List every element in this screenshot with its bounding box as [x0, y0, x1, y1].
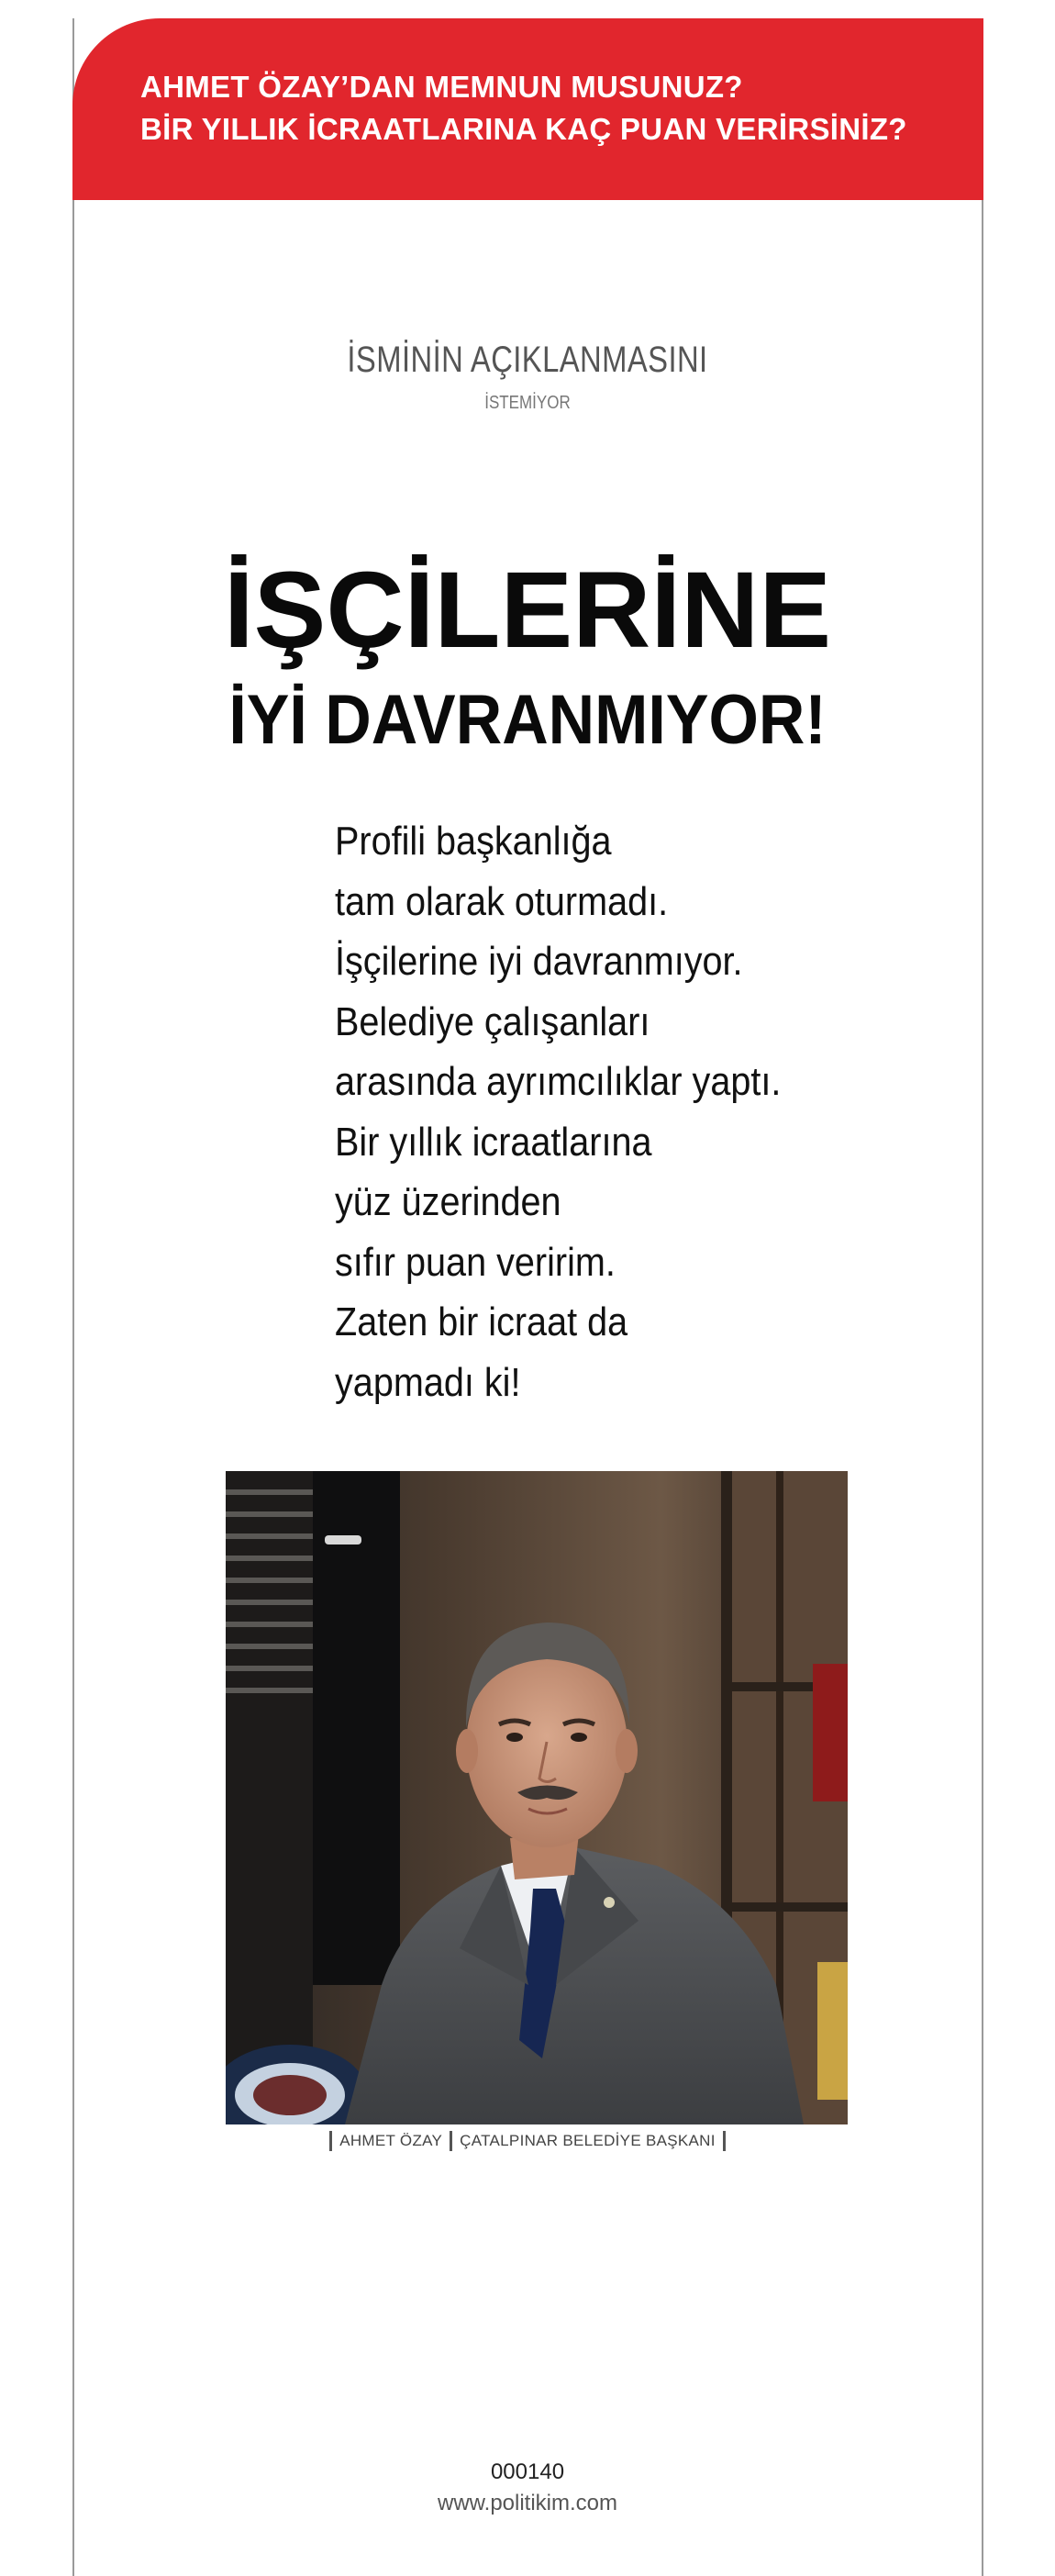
caption-divider: [450, 2131, 452, 2151]
banner-line-1: AHMET ÖZAY’DAN MEMNUN MUSUNUZ?: [140, 70, 743, 104]
caption-divider: [329, 2131, 332, 2151]
quote-line: İşçilerine iyi davranmıyor.: [335, 939, 743, 984]
mayor-photo: [226, 1471, 848, 2124]
quote-line: yüz üzerinden: [335, 1179, 561, 1224]
banner-line-2: BİR YILLIK İCRAATLARINA KAÇ PUAN VERİRSİNİZ?: [140, 112, 907, 146]
caption-name: AHMET ÖZAY: [339, 2132, 443, 2149]
caption-divider: [723, 2131, 726, 2151]
question-banner: [72, 18, 983, 200]
quote-line: Belediye çalışanları: [335, 998, 650, 1044]
caption-title: ÇATALPINAR BELEDİYE BAŞKANI: [460, 2132, 716, 2149]
respondent-name: İSMİNİN AÇIKLANMASINI: [347, 340, 708, 380]
quote-line: Zaten bir icraat da: [335, 1299, 628, 1344]
quote-text: [335, 811, 797, 1412]
quote-line: Bir yıllık icraatlarına: [335, 1119, 652, 1165]
quote-line: sıfır puan veririm.: [335, 1239, 616, 1285]
quote-line: yapmadı ki!: [335, 1359, 521, 1405]
quote-line: Profili başkanlığa: [335, 819, 612, 864]
quote-line: tam olarak oturmadı.: [335, 878, 669, 924]
respondent-note: İSTEMİYOR: [484, 393, 571, 413]
headline-line-2: İYİ DAVRANMIYOR!: [228, 681, 827, 759]
headline-line-1: İŞÇİLERİNE: [223, 550, 832, 671]
footer-code: 000140: [490, 2459, 565, 2484]
photo-caption: [0, 2131, 1055, 2151]
footer-site-link[interactable]: www.politikim.com: [437, 2491, 618, 2515]
quote-line: arasında ayrımcılıklar yaptı.: [335, 1059, 782, 1104]
